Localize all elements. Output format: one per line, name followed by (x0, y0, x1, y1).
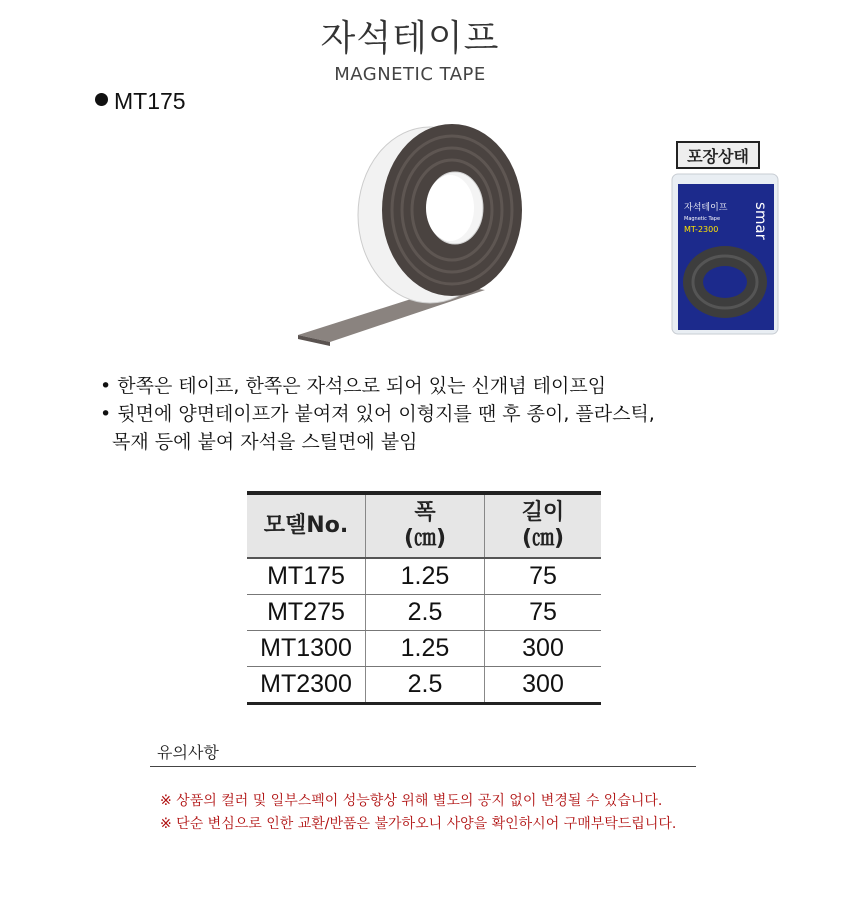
notice (160, 790, 676, 836)
package-card-title: 자석테이프 (684, 203, 728, 213)
description (100, 372, 655, 456)
description-line: 목재 등에 붙여 자석을 스틸면에 붙임 (112, 431, 418, 453)
package-card-subtitle: Magnetic Tape (684, 216, 721, 222)
table-row: MT2300 2.5 300 (247, 667, 601, 704)
header-model: 모델No. (247, 493, 366, 558)
spec-table (247, 491, 601, 705)
notice-line: ※ 상품의 컬러 및 일부스펙이 성능향상 위해 별도의 공지 없이 변경될 수 있습니다. (160, 793, 663, 809)
notice-title: 유의사항 (157, 743, 219, 762)
bullet-dot-icon (95, 93, 108, 106)
package-image (670, 172, 780, 337)
table-row: MT175 1.25 75 (247, 558, 601, 595)
table-row: MT1300 1.25 300 (247, 631, 601, 667)
page-subtitle: MAGNETIC TAPE (334, 64, 486, 85)
header-length: 길이 (㎝) (485, 493, 602, 558)
model-heading-label: MT175 (114, 88, 186, 114)
package-card-model: MT-2300 (684, 225, 719, 234)
notice-divider (150, 766, 696, 767)
package-label: 포장상태 (676, 141, 760, 169)
description-line: • 뒷면에 양면테이프가 붙여져 있어 이형지를 땐 후 종이, 플라스틱, (100, 403, 655, 425)
table-row: MT275 2.5 75 (247, 595, 601, 631)
model-heading (95, 88, 186, 115)
description-line: • 한쪽은 테이프, 한쪽은 자석으로 되어 있는 신개념 테이프임 (100, 375, 607, 397)
magnetic-tape-roll-image (280, 110, 540, 350)
notice-line: ※ 단순 변심으로 인한 교환/반품은 불가하오니 사양을 확인하시어 구매부탁드립니다. (160, 816, 677, 832)
page-title: 자석테이프 (320, 18, 500, 59)
package-brand: smar (752, 202, 770, 240)
header-width: 폭 (㎝) (366, 493, 485, 558)
spec-table-header (247, 493, 601, 558)
